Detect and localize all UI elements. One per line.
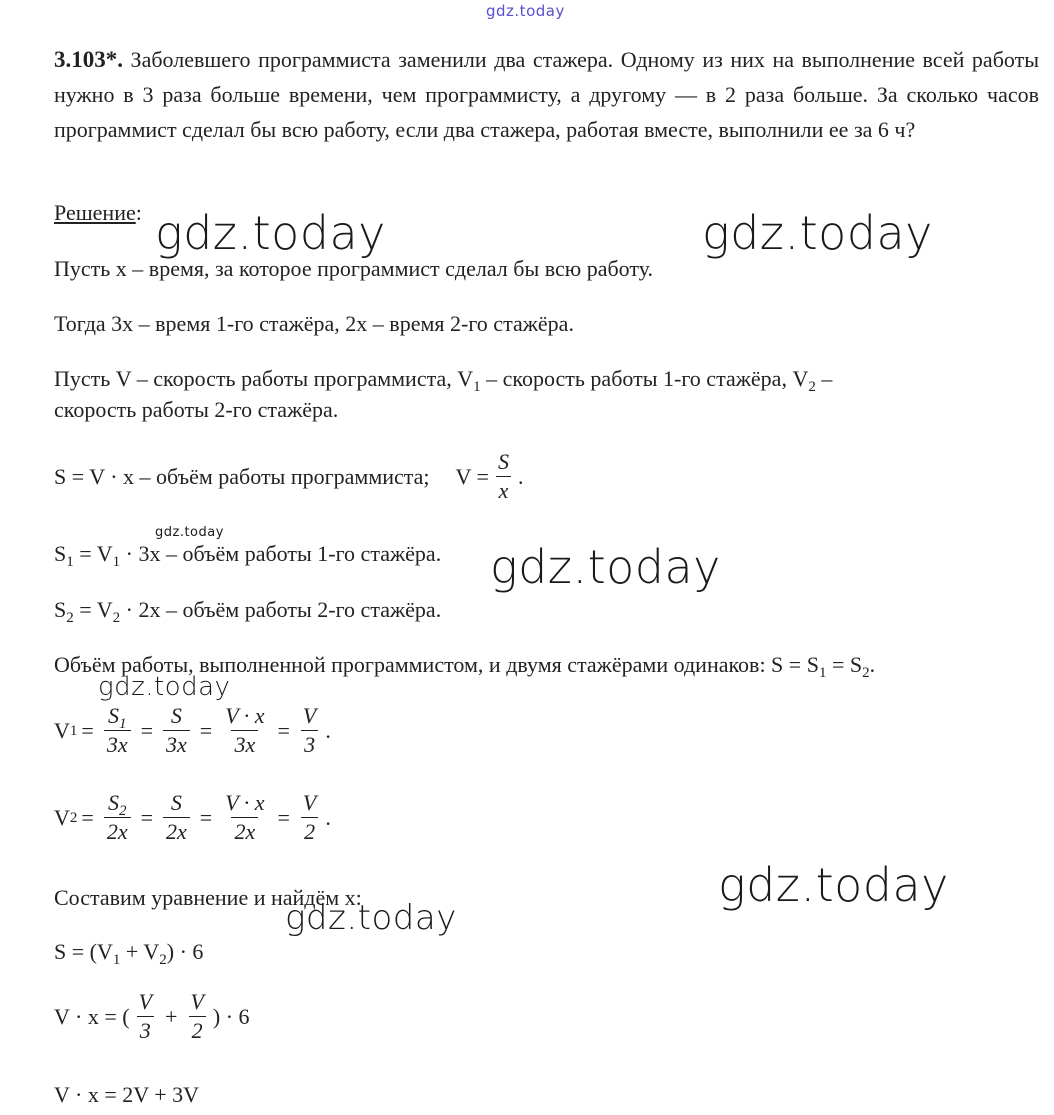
solution-line: Тогда 3x – время 1-го стажёра, 2x – время 2-го стажёра.: [54, 311, 574, 336]
watermark: gdz.today: [490, 540, 721, 594]
solution-line: Пусть x – время, за которое программист сделал бы всю работу.: [54, 256, 654, 281]
solution-line: Пусть V – скорость работы программиста, $V_1$ – скорость работы 1-го стажёра, $V_2$ –: [54, 366, 833, 395]
fraction: $\frac{S}{x}$: [495, 450, 512, 503]
equation-3: V · x = 2V + 3V: [54, 1082, 200, 1107]
problem-text: Заболевшего программиста заменили два стажера. Одному из них на выполнение всей работы нужно в 3 раза больше времени, чем программисту, а другому — в 2 раза больше. За сколько часов программист сделал бы всю работу, если два стажера, работая вместе, выполнили ее за 6 ч?: [54, 47, 1039, 142]
watermark: gdz.today: [718, 858, 949, 912]
watermark: gdz.today: [155, 206, 386, 260]
formula-work-programmer: S = V · x – объём работы программиста; V = $\frac{S}{x}$ .: [54, 449, 524, 503]
equation-2: V · x = ( $\frac{V}{3}$ + $\frac{V}{2}$ ) · 6: [54, 989, 250, 1043]
formula-v2: V 2 = $\frac{S_2}{2x}$ = $\frac{S}{2x}$ = $\frac{V \cdot x}{2x}$ = $\frac{V}{2}$ .: [54, 790, 331, 844]
watermark: gdz.today: [285, 898, 457, 938]
formula-v1: V 1 = $\frac{S_1}{3x}$ = $\frac{S}{3x}$ = $\frac{V \cdot x}{3x}$ = $\frac{V}{3}$ .: [54, 703, 331, 757]
problem-statement: [54, 42, 1039, 147]
solution-heading: Решение:: [54, 200, 142, 225]
watermark: gdz.today: [98, 672, 231, 702]
watermark: gdz.today: [702, 206, 933, 260]
problem-number: 3.103*.: [54, 47, 123, 72]
watermark: gdz.today: [155, 525, 224, 540]
formula-work-intern-2: $S_2 = V_2 \cdot 2x$ – объём работы 2-го стажёра.: [54, 597, 442, 626]
equation-1: $S = (V_1 + V_2) \cdot 6$: [54, 939, 204, 968]
formula-work-intern-1: $S_1 = V_1 \cdot 3x$ – объём работы 1-го стажёра.: [54, 541, 442, 570]
watermark-top: gdz.today: [486, 2, 565, 20]
solution-line: скорость работы 2-го стажёра.: [54, 397, 339, 422]
solution-line: Объём работы, выполненной программистом, и двумя стажёрами одинаков: $S = S_1 = S_2$.: [54, 652, 876, 681]
equation-heading: Составим уравнение и найдём x:: [54, 885, 362, 910]
